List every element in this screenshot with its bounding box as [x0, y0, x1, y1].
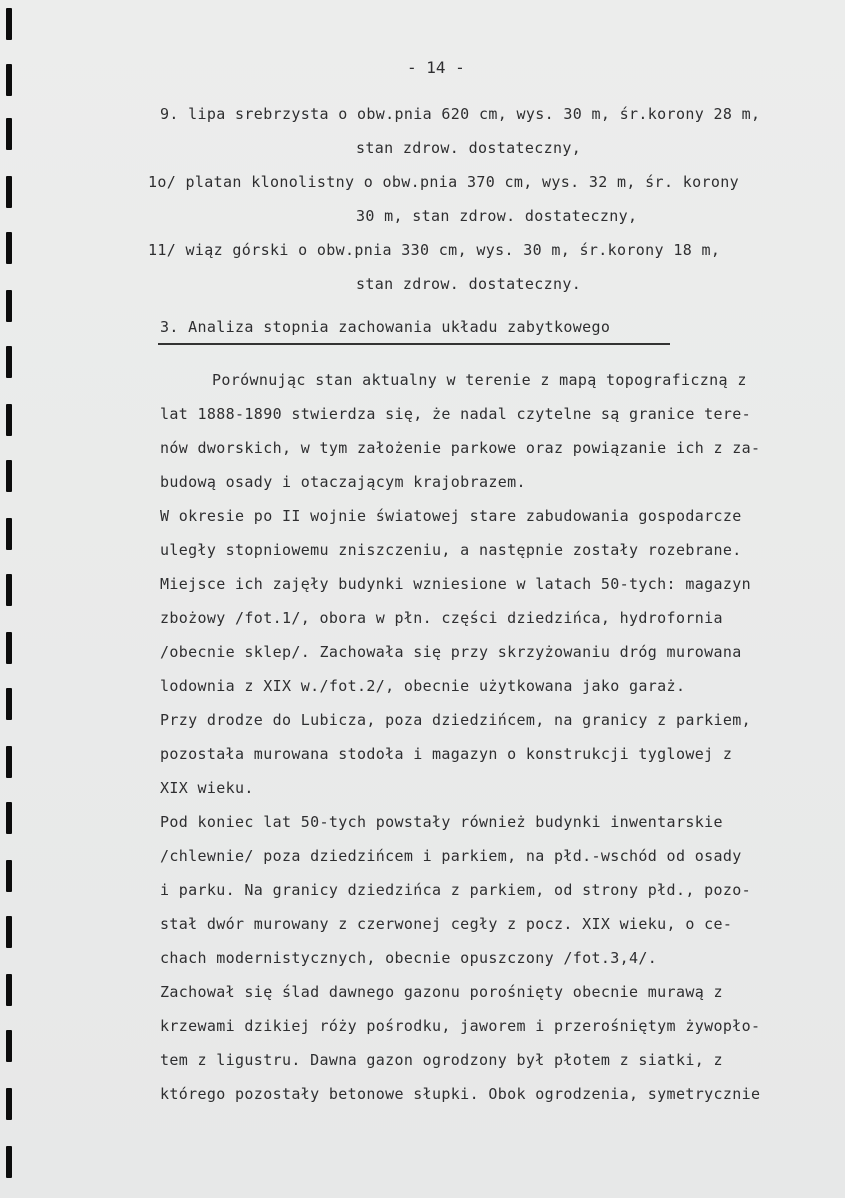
binder-hole — [6, 916, 12, 948]
binder-hole — [6, 688, 12, 720]
binder-hole — [6, 64, 12, 96]
binder-hole — [6, 290, 12, 322]
list-line: 11/ wiąz górski o obw.pnia 330 cm, wys. 30 m, śr.korony 18 m, — [148, 241, 721, 259]
body-line: Zachował się ślad dawnego gazonu porośnięty obecnie murawą z — [160, 983, 723, 1001]
binder-hole — [6, 860, 12, 892]
body-line: chach modernistycznych, obecnie opuszczony /fot.3,4/. — [160, 949, 658, 967]
body-line: Miejsce ich zajęły budynki wzniesione w latach 50-tych: magazyn — [160, 575, 751, 593]
body-line: którego pozostały betonowe słupki. Obok ogrodzenia, symetrycznie — [160, 1085, 761, 1103]
body-line: /obecnie sklep/. Zachowała się przy skrzyżowaniu dróg murowana — [160, 643, 742, 661]
list-line: stan zdrow. dostateczny. — [356, 275, 582, 293]
list-line: 9. lipa srebrzysta o obw.pnia 620 cm, wys. 30 m, śr.korony 28 m, — [160, 105, 761, 123]
body-line: lodownia z XIX w./fot.2/, obecnie użytkowana jako garaż. — [160, 677, 686, 695]
list-line: 30 m, stan zdrow. dostateczny, — [356, 207, 638, 225]
body-line: i parku. Na granicy dziedzińca z parkiem, od strony płd., pozo- — [160, 881, 751, 899]
list-line: 1o/ platan klonolistny o obw.pnia 370 cm, wys. 32 m, śr. korony — [148, 173, 739, 191]
body-line: pozostała murowana stodoła i magazyn o konstrukcji tyglowej z — [160, 745, 733, 763]
binder-hole — [6, 518, 12, 550]
section-heading: 3. Analiza stopnia zachowania układu zabytkowego — [160, 318, 611, 336]
body-line: lat 1888-1890 stwierdza się, że nadal czytelne są granice tere- — [160, 405, 751, 423]
body-line: nów dworskich, w tym założenie parkowe oraz powiązanie ich z za- — [160, 439, 761, 457]
binder-hole — [6, 346, 12, 378]
binder-hole — [6, 1030, 12, 1062]
binder-hole — [6, 574, 12, 606]
binder-hole — [6, 232, 12, 264]
body-line: budową osady i otaczającym krajobrazem. — [160, 473, 526, 491]
binder-hole — [6, 404, 12, 436]
binder-hole — [6, 8, 12, 40]
binder-hole — [6, 118, 12, 150]
binder-hole — [6, 746, 12, 778]
body-line: tem z ligustru. Dawna gazon ogrodzony był płotem z siatki, z — [160, 1051, 723, 1069]
page-number: - 14 - — [407, 58, 465, 77]
body-line: uległy stopniowemu zniszczeniu, a następnie zostały rozebrane. — [160, 541, 742, 559]
body-line: Pod koniec lat 50-tych powstały również budynki inwentarskie — [160, 813, 723, 831]
body-line: Porównując stan aktualny w terenie z mapą topograficzną z — [212, 371, 747, 389]
body-line: zbożowy /fot.1/, obora w płn. części dziedzińca, hydrofornia — [160, 609, 723, 627]
binder-hole — [6, 176, 12, 208]
body-line: /chlewnie/ poza dziedzińcem i parkiem, na płd.-wschód od osady — [160, 847, 742, 865]
body-line: stał dwór murowany z czerwonej cegły z pocz. XIX wieku, o ce- — [160, 915, 733, 933]
binder-hole — [6, 632, 12, 664]
binder-hole — [6, 802, 12, 834]
list-line: stan zdrow. dostateczny, — [356, 139, 582, 157]
binder-hole — [6, 1146, 12, 1178]
binder-hole — [6, 974, 12, 1006]
heading-underline — [158, 343, 670, 345]
binder-hole — [6, 1088, 12, 1120]
binder-hole — [6, 460, 12, 492]
body-line: krzewami dzikiej róży pośrodku, jaworem i przerośniętym żywopło- — [160, 1017, 761, 1035]
body-line: Przy drodze do Lubicza, poza dziedzińcem, na granicy z parkiem, — [160, 711, 751, 729]
body-line: W okresie po II wojnie światowej stare zabudowania gospodarcze — [160, 507, 742, 525]
body-line: XIX wieku. — [160, 779, 254, 797]
